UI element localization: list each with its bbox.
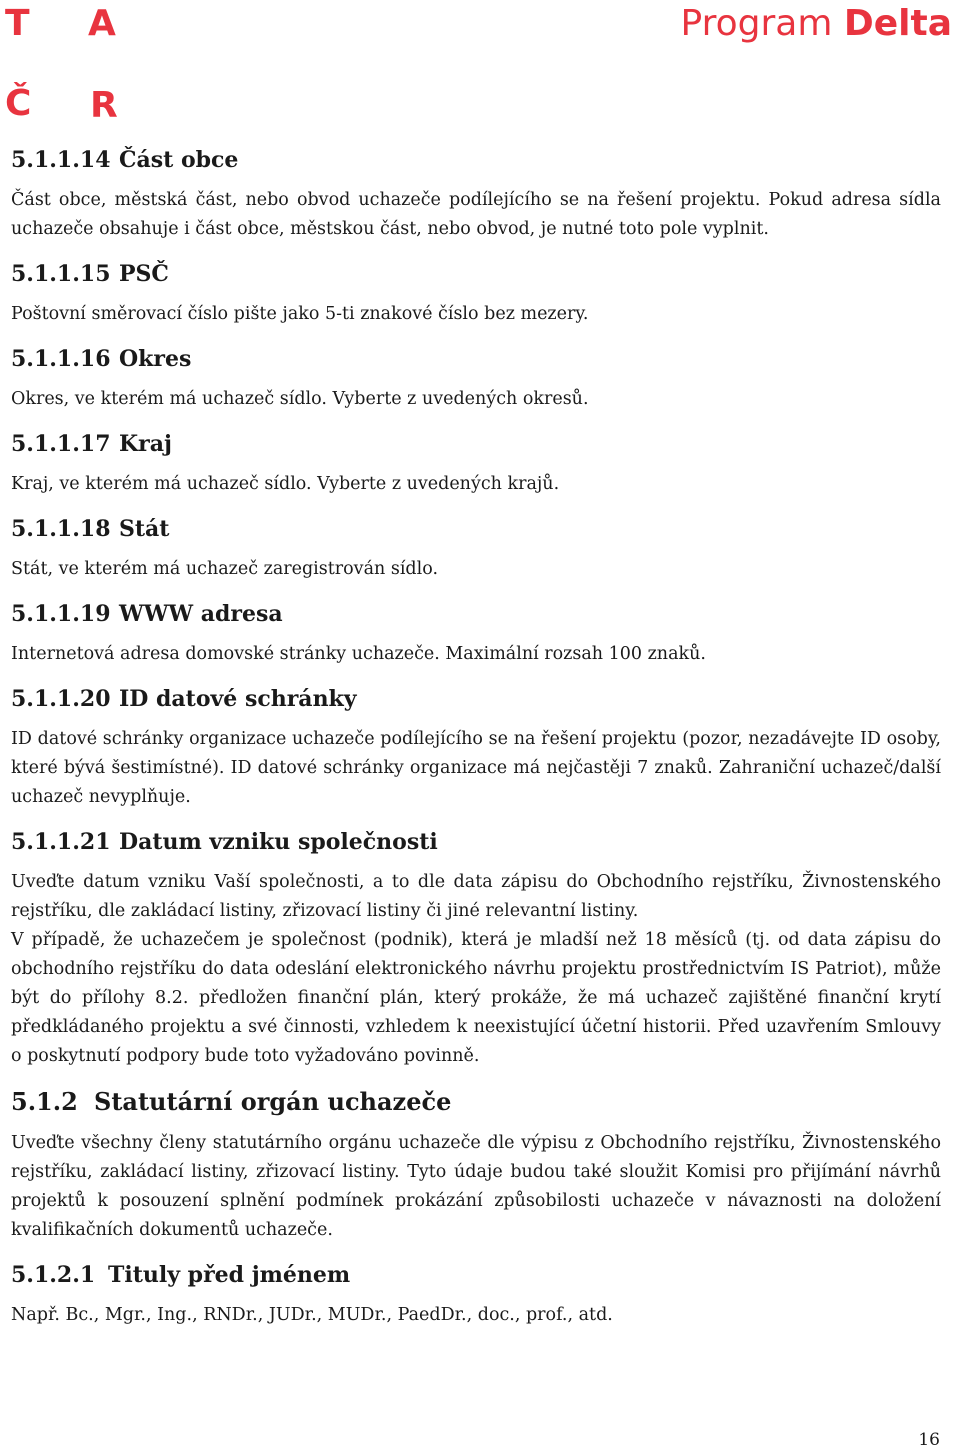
- section-heading: 5.1.1.14 Část obce: [11, 147, 239, 173]
- tacr-logo: [0, 0, 130, 130]
- page-number: 16: [918, 1430, 940, 1450]
- section-heading: 5.1.1.15 PSČ: [11, 261, 169, 287]
- logo-letter-a: A: [88, 3, 116, 44]
- section-text: Internetová adresa domovské stránky uchazeče. Maximální rozsah 100 znaků.: [11, 644, 706, 664]
- section-heading: 5.1.1.20 ID datové schránky: [11, 686, 357, 712]
- logo-letter-c: Č: [5, 83, 32, 124]
- section-text: Část obce, městská část, nebo obvod uchazeče podílejícího se na řešení projektu. Pokud adresa sídla uchazeče obsahuje i část obce, městskou část, nebo obvod, je nutné toto pole vyplnit.: [11, 190, 941, 239]
- section-heading-5121: 5.1.2.1 Tituly před jménem: [11, 1262, 351, 1288]
- section-heading: 5.1.1.17 Kraj: [11, 431, 172, 457]
- section-heading: 5.1.1.18 Stát: [11, 516, 170, 542]
- section-text: Např. Bc., Mgr., Ing., RNDr., JUDr., MUDr., PaedDr., doc., prof., atd.: [11, 1305, 613, 1325]
- section-heading: 5.1.1.16 Okres: [11, 346, 192, 372]
- logo-letter-r: R: [90, 85, 118, 126]
- section-text: Uveďte všechny členy statutárního orgánu uchazeče dle výpisu z Obchodního rejstříku, Živnostenského rejstříku, zakládací listiny, zřizovací listiny. Tyto údaje budou také sloužit Komisi pro přijímání návrhů projektů k posouzení splnění podmínek prokázání způsobilosti uchazeče v návaznosti na doložení kvalifikačních dokumentů uchazeče.: [11, 1133, 941, 1240]
- section-text: V případě, že uchazečem je společnost (podnik), která je mladší než 18 měsíců (tj. od data zápisu do obchodního rejstříku do data odeslání elektronického návrhu projektu prostřednictvím IS Patriot), může být do přílohy 8.2. předložen finanční plán, který prokáže, že má uchazeč zajištěné finanční krytí předkládaného projektu a své činnosti, vzhledem k neexistující účetní historii. Před uzavřením Smlouvy o poskytnutí podpory bude toto vyžadováno povinně.: [11, 930, 941, 1066]
- section-text: Stát, ve kterém má uchazeč zaregistrován sídlo.: [11, 559, 439, 579]
- section-heading-512: 5.1.2 Statutární orgán uchazeče: [11, 1087, 452, 1116]
- section-text: Okres, ve kterém má uchazeč sídlo. Vyberte z uvedených okresů.: [11, 389, 589, 409]
- program-label: Program: [680, 3, 833, 44]
- section-text: Kraj, ve kterém má uchazeč sídlo. Vyberte z uvedených krajů.: [11, 474, 560, 494]
- logo-letter-t: T: [5, 3, 30, 44]
- delta-label: Delta: [843, 3, 952, 44]
- section-heading: 5.1.1.19 WWW adresa: [11, 601, 283, 627]
- section-text: Uveďte datum vzniku Vaší společnosti, a to dle data zápisu do Obchodního rejstříku, Živnostenského rejstříku, dle zakládací listiny, zřizovací listiny či jiné relevantní listiny.: [11, 872, 941, 921]
- program-delta-logo: [681, 2, 953, 46]
- section-text: Poštovní směrovací číslo pište jako 5-ti znakové číslo bez mezery.: [11, 304, 589, 324]
- document-content: [11, 142, 941, 1330]
- section-text: ID datové schránky organizace uchazeče podílejícího se na řešení projektu (pozor, nezadávejte ID osoby, které bývá šestimístné). ID datové schránky organizace má nejčastěji 7 znaků. Zahraniční uchazeč/další uchazeč nevyplňuje.: [11, 729, 941, 807]
- section-heading: 5.1.1.21 Datum vzniku společnosti: [11, 829, 438, 855]
